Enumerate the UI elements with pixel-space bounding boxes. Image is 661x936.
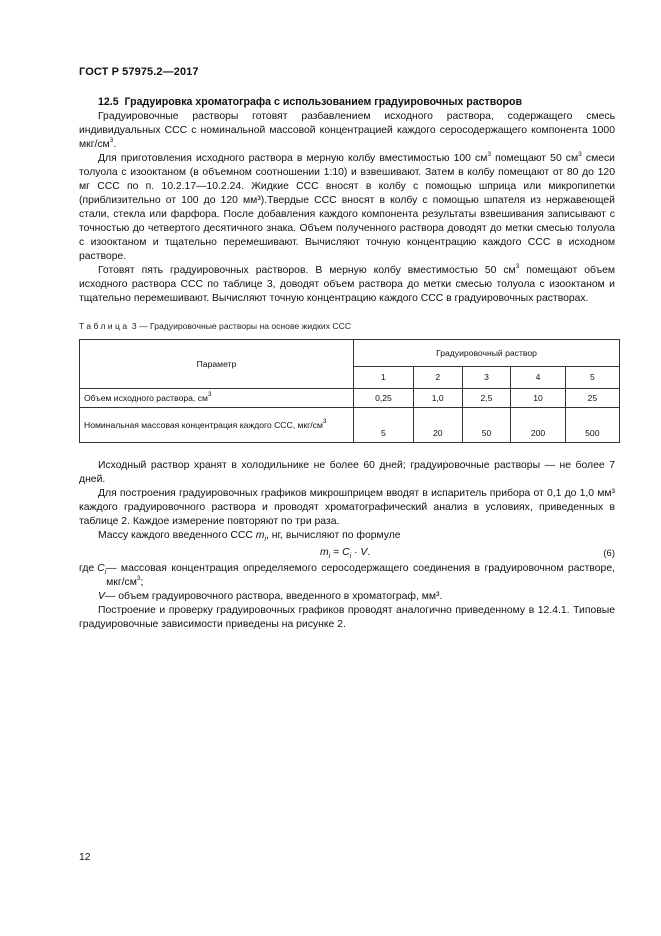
table-cell: 25 bbox=[565, 389, 619, 408]
column-number-cell: 4 bbox=[511, 367, 565, 389]
superscript: 3 bbox=[136, 574, 141, 582]
table-cell: 200 bbox=[511, 408, 565, 443]
row-label: Объем исходного раствора, см bbox=[84, 392, 208, 403]
paragraph-text: помещают 50 см bbox=[491, 153, 579, 164]
document-id-header: ГОСТ Р 57975.2—2017 bbox=[79, 66, 199, 78]
document-body bbox=[79, 95, 615, 632]
where-text: — массовая концентрация определяемого серосодержащего соединения в градуировочном растворе, мкг/см bbox=[106, 563, 615, 588]
paragraph-text: помещают объем исходного раствора ССС по таблице 3, доводят объем раствора до метки смесью толуола с изооктаном и тщательно перемешивают. Вычисляют точную концентрацию каждого ССС в градуировочных растворах. bbox=[79, 265, 615, 304]
table-caption-word: Таблица bbox=[79, 321, 130, 331]
punctuation: . bbox=[367, 547, 371, 558]
paragraph-text: Готовят пять градуировочных растворов. В мерную колбу вместимостью 50 см bbox=[98, 265, 516, 276]
superscript: 3 bbox=[322, 417, 327, 425]
table-cell: 0,25 bbox=[354, 389, 414, 408]
symbol-v: V bbox=[360, 547, 368, 558]
paragraph-text: , нг, вычисляют по формуле bbox=[266, 530, 401, 541]
superscript: 3 bbox=[515, 262, 520, 270]
paragraph-conclusion: Построение и проверку градуировочных графиков проводят аналогично приведенному в 12.4.1. Типовые градуировочные зависимости приведены на рисунке 2. bbox=[79, 605, 615, 630]
subscript-i: i bbox=[264, 536, 267, 544]
section-heading bbox=[79, 95, 615, 109]
symbol-m: m bbox=[255, 530, 265, 541]
where-description bbox=[106, 562, 615, 590]
table-header-row bbox=[80, 340, 620, 367]
table-row-volume bbox=[80, 389, 620, 408]
paragraph-text: Массу каждого введенного ССС bbox=[98, 530, 256, 541]
subscript-i: i bbox=[328, 553, 331, 561]
page-number: 12 bbox=[79, 852, 91, 863]
table-cell: 10 bbox=[511, 389, 565, 408]
subscript-i: i bbox=[104, 569, 107, 577]
superscript: 3 bbox=[109, 136, 114, 144]
row-label-cell bbox=[80, 408, 354, 443]
column-number-cell: 3 bbox=[462, 367, 511, 389]
superscript: 3 bbox=[487, 150, 491, 158]
superscript: 3 bbox=[578, 150, 582, 158]
paragraph-mass-formula bbox=[79, 529, 615, 543]
paragraph-graphs: Для построения градуировочных графиков микрошприцем вводят в испаритель прибора от 0,1 до 1,0 мм³ каждого градуировочного раствора и проводят хроматографический анализ в условиях, приведенных в таблице 2. Каждое измерение повторяют по три раза. bbox=[79, 488, 615, 527]
superscript: 3 bbox=[207, 390, 212, 398]
paragraph-storage: Исходный раствор хранят в холодильнике не более 60 дней; градуировочные растворы — не более 7 дней. bbox=[79, 460, 615, 485]
param-header-cell: Параметр bbox=[80, 340, 354, 389]
column-number-cell: 5 bbox=[565, 367, 619, 389]
table-cell: 2,5 bbox=[462, 389, 511, 408]
paragraph-calibration-solutions bbox=[79, 264, 615, 306]
subscript-i: i bbox=[349, 553, 352, 561]
multiply-sign: · bbox=[351, 547, 361, 558]
table-cell: 50 bbox=[462, 408, 511, 443]
paragraph-text: Для приготовления исходного раствора в мерную колбу вместимостью 100 см bbox=[98, 153, 488, 164]
row-label: Номинальная массовая концентрация каждого ССС, мкг/см bbox=[84, 419, 323, 430]
symbol-c: C bbox=[97, 563, 105, 574]
calibration-table bbox=[79, 339, 620, 443]
section-title: Градуировка хроматографа с использованием градуировочных растворов bbox=[124, 96, 523, 108]
table-cell: 20 bbox=[413, 408, 462, 443]
symbol-c: C bbox=[342, 547, 350, 558]
group-header-cell: Градуировочный раствор bbox=[354, 340, 620, 367]
where-item-v bbox=[79, 590, 615, 604]
punctuation: ; bbox=[140, 577, 144, 588]
table-row-concentration bbox=[80, 408, 620, 443]
table-cell: 500 bbox=[565, 408, 619, 443]
formula-number: (6) bbox=[603, 548, 615, 559]
section-number: 12.5 bbox=[98, 96, 119, 108]
where-symbol bbox=[98, 590, 105, 604]
symbol-m: m bbox=[320, 547, 329, 558]
equals-sign: = bbox=[330, 547, 343, 558]
column-number-cell: 2 bbox=[413, 367, 462, 389]
where-description: — объем градуировочного раствора, введенного в хроматограф, мм³. bbox=[104, 591, 443, 602]
formula-6 bbox=[79, 545, 615, 561]
where-prefix: где bbox=[79, 563, 98, 574]
where-symbol bbox=[79, 562, 106, 590]
formula-expression bbox=[320, 546, 370, 560]
paragraph-intro bbox=[79, 110, 615, 152]
table-cell: 1,0 bbox=[413, 389, 462, 408]
paragraph-text: Градуировочные растворы готовят разбавлением исходного раствора, содержащего смесь индивидуальных ССС с номинальной массовой концентрацией каждого серосодержащего компонента 1000 мкг/см bbox=[79, 111, 615, 150]
symbol-v: V bbox=[98, 591, 105, 602]
where-item-c bbox=[79, 562, 615, 590]
column-number-cell: 1 bbox=[354, 367, 414, 389]
table-caption bbox=[79, 319, 615, 333]
paragraph-stock-solution bbox=[79, 152, 615, 264]
table-cell: 5 bbox=[354, 408, 414, 443]
row-label-cell bbox=[80, 389, 354, 408]
paragraph-text: смеси толуола с изооктаном (в объемном соотношении 1:10) и взвешивают. Затем в колбу помещают от 80 до 120 мг ССС по п. 10.2.17—10.2.24. Жидкие ССС вносят в колбу с помощью шприца или микропипетки (приблизительно от 100 до 120 мм³).Твердые ССС вносят в колбу с помощью шпателя из нержавеющей стали, стекла или фарфора. После добавления каждого компонента результаты взвешивания записывают с точностью до четвертого десятичного знака. Объем полученного раствора доводят до метки смесью толуола с изооктаном и тщательно перемешивают. Вычисляют точную концентрацию каждого ССС в исходном растворе. bbox=[79, 153, 615, 262]
table-caption-text: 3 — Градуировочные растворы на основе жидких ССС bbox=[129, 321, 352, 331]
punctuation: . bbox=[113, 139, 117, 150]
